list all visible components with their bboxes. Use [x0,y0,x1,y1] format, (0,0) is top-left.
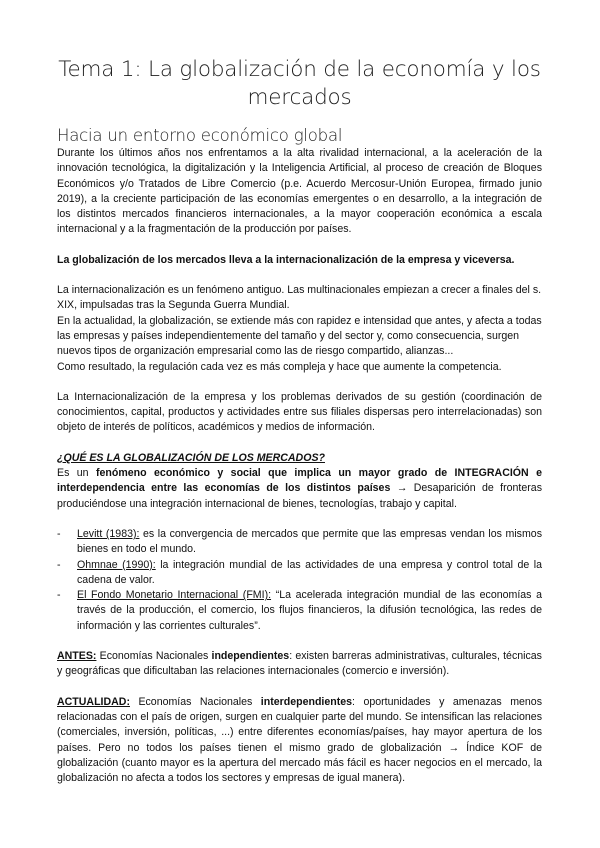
history-line-1: La internacionalización es un fenómeno antiguo. Las multinacionales empiezan a crecer a finales del s. XIX, impulsadas tras la Segunda Guerra Mundial. [57,284,542,312]
actualidad-paragraph: ACTUALIDAD: Economías Nacionales interdependientes: oportunidades y amenazas menos relacionadas con el país de origen, surgen en cualquier parte del mundo. Se intensifican las relaciones (comerciales, inversión, políticas, ...) entre diferentes economías/países, hay mayor apertura de los países. Pero no todos los países tienen el mismo grado de globalización → Índice KOF de globalización (cuanto mayor es la apertura del mercado más fácil es hacer negocios en el mercado, la globalización no afecta a todos los sectores y empresas de igual manera). [57,695,542,785]
internationalization-paragraph: La Internacionalización de la empresa y los problemas derivados de su gestión (coordinación de conocimientos, capital, productos y actividades entre sus filiales dispersas pero interrelacionadas) son objeto de interés de políticos, académicos y medios de información. [57,390,542,434]
list-item: - El Fondo Monetario Internacional (FMI): “La acelerada integración mundial de las economías a través de la producción, el comercio, los flujos financieros, la difusión tecnológica, las redes de información y las corrientes culturales”. [57,589,542,632]
list-item: - Levitt (1983): es la convergencia de mercados que permite que las empresas vendan los mismos bienes en todo el mundo. [57,527,542,556]
bold-statement: La globalización de los mercados lleva a la internacionalización de la empresa y viceversa. [57,253,515,266]
history-line-2: En la actualidad, la globalización, se extiende más con rapidez e intensidad que antes, y afecta a todas las empresas y países independientemente del tamaño y del sector y, como consecuencia, surgen nuevos tipos de organización empresarial como las de riesgo compartido, alianzas... [57,314,542,358]
page-title: Tema 1: La globalización de la economía y los mercados [58,57,541,110]
antes-paragraph: ANTES: Economías Nacionales independientes: existen barreras administrativas, culturales, técnicas y geográficas que dificultaban las relaciones internacionales (comercio e inversión). [57,650,542,678]
intro-paragraph: Durante los últimos años nos enfrentamos a la alta rivalidad internacional, a la aceleración de la innovación tecnológica, la digitalización y la Inteligencia Artificial, al proceso de creación de Bloques Económicos y/o Tratados de Libre Comercio (p.e. Acuerdo Mercosur-Unión Europea, firmado junio 2019), a la creciente participación de las economías emergentes o en desarrollo, a la integración de los distintos mercados financieros internacionales, a la mayor cooperación económica a escala internacional y a la fragmentación de la producción por países. [57,147,542,236]
history-line-3: Como resultado, la regulación cada vez es más compleja y hace que aumente la competencia. [57,360,502,373]
source-levitt: Levitt (1983): [77,527,140,540]
section-subtitle: Hacia un entorno económico global [57,126,343,145]
source-fmi: El Fondo Monetario Internacional (FMI): [77,589,272,602]
source-ohmnae: Ohmnae (1990): [77,558,156,571]
definition-paragraph: Es un fenómeno económico y social que implica un mayor grado de INTEGRACIÓN e interdependencia entre las economías de los distintos países → Desaparición de fronteras produciéndose una integración internacional de bienes, tecnologías, trabajo y capital. [57,467,542,510]
list-item: - Ohmnae (1990): la integración mundial de las actividades de una empresa y control total de la cadena de valor. [57,558,542,586]
question-heading: ¿QUÉ ES LA GLOBALIZACIÓN DE LOS MERCADOS? [57,451,325,464]
definitions-list [57,527,542,634]
